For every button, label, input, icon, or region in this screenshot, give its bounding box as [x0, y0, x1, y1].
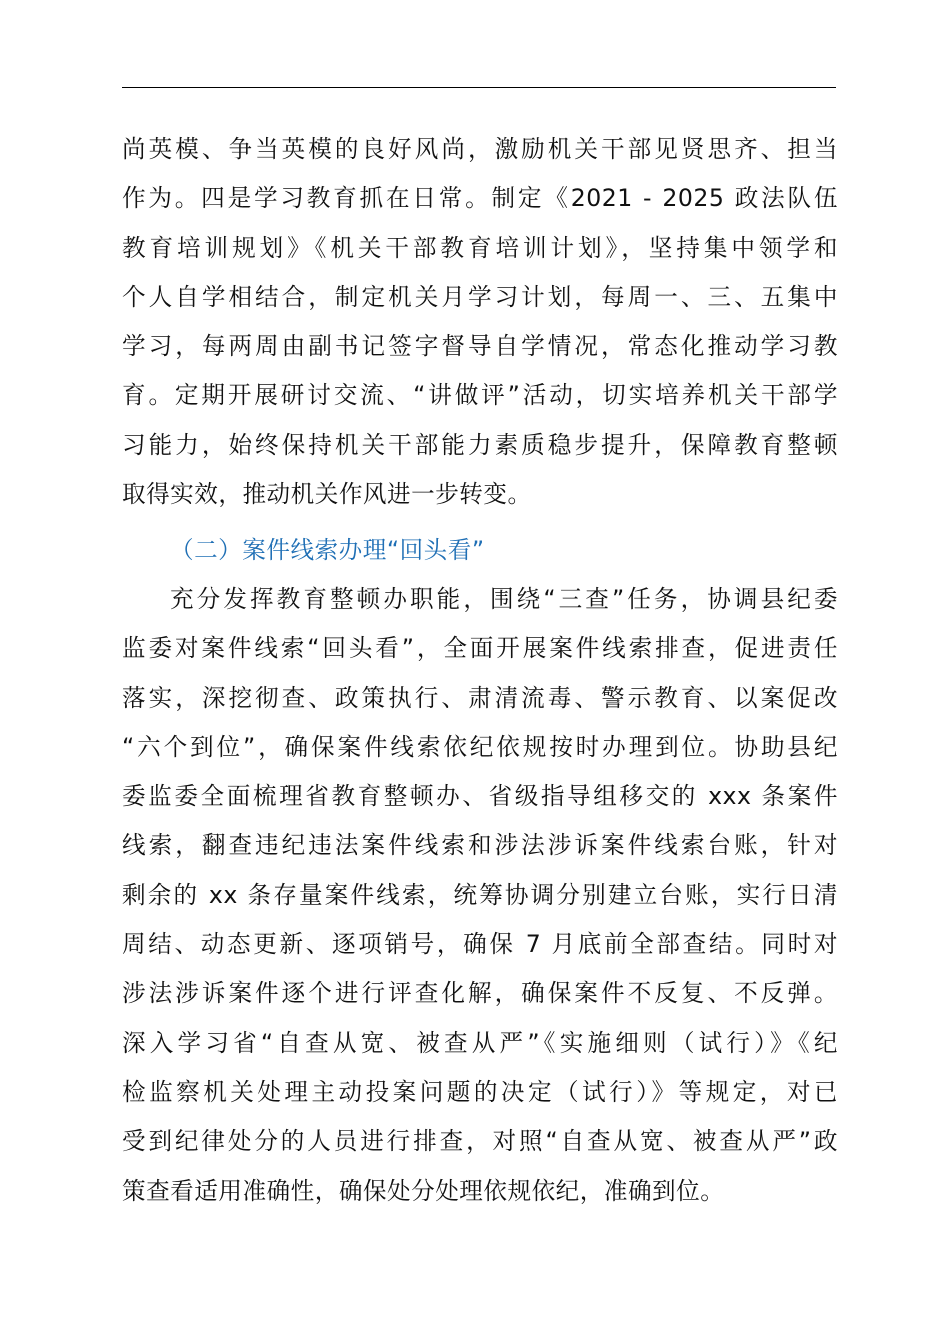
text-line: 习能力，始终保持机关干部能力素质稳步提升，保障教育整顿 — [122, 430, 838, 459]
text-line: 剩余的 xx 条存量案件线索，统筹协调分别建立台账，实行日清 — [122, 880, 838, 909]
text-line: 落实，深挖彻查、政策执行、肃清流毒、警示教育、以案促改 — [122, 683, 838, 712]
text-line: 教育培训规划》《机关干部教育培训计划》，坚持集中领学和 — [122, 233, 838, 262]
text-line: 受到纪律处分的人员进行排查，对照“自查从宽、被查从严”政 — [122, 1127, 838, 1156]
text-line: 学习，每两周由副书记签字督导自学情况，常态化推动学习教 — [122, 332, 838, 361]
text-line: “六个到位”，确保案件线索依纪依规按时办理到位。协助县纪 — [122, 732, 838, 761]
section-heading: （二）案件线索办理“回头看” — [170, 536, 485, 564]
paragraph-case-review — [122, 575, 838, 1216]
text-line: 个人自学相结合，制定机关月学习计划，每周一、三、五集中 — [122, 282, 838, 311]
text-line: 监委对案件线索“回头看”，全面开展案件线索排查，促进责任 — [122, 634, 838, 663]
paragraph-education-study — [122, 125, 838, 519]
text-line: 策查看适用准确性，确保处分处理依规依纪，准确到位。 — [122, 1176, 725, 1205]
text-line: 线索，翻查违纪违法案件线索和涉法涉诉案件线索台账，针对 — [122, 831, 838, 860]
text-line: 检监察机关处理主动投案问题的决定（试行）》等规定，对已 — [122, 1077, 838, 1106]
text-line: 周结、动态更新、逐项销号，确保 7 月底前全部查结。同时对 — [122, 930, 838, 959]
text-line: 充分发挥教育整顿办职能，围绕“三查”任务，协调县纪委 — [170, 585, 838, 613]
text-line: 育。定期开展研讨交流、“讲做评”活动，切实培养机关干部学 — [122, 381, 838, 410]
text-line: 尚英模、争当英模的良好风尚，激励机关干部见贤思齐、担当 — [122, 135, 838, 163]
text-line: 作为。四是学习教育抓在日常。制定《2021 - 2025 政法队伍 — [122, 184, 838, 213]
text-line: 取得实效，推动机关作风进一步转变。 — [122, 480, 532, 509]
text-line: 委监委全面梳理省教育整顿办、省级指导组移交的 xxx 条案件 — [122, 782, 838, 811]
header-rule — [122, 87, 836, 88]
text-line: 涉法涉诉案件逐个进行评查化解，确保案件不反复、不反弹。 — [122, 979, 838, 1008]
text-line: 深入学习省“自查从宽、被查从严”《实施细则（试行）》《纪 — [122, 1028, 838, 1057]
